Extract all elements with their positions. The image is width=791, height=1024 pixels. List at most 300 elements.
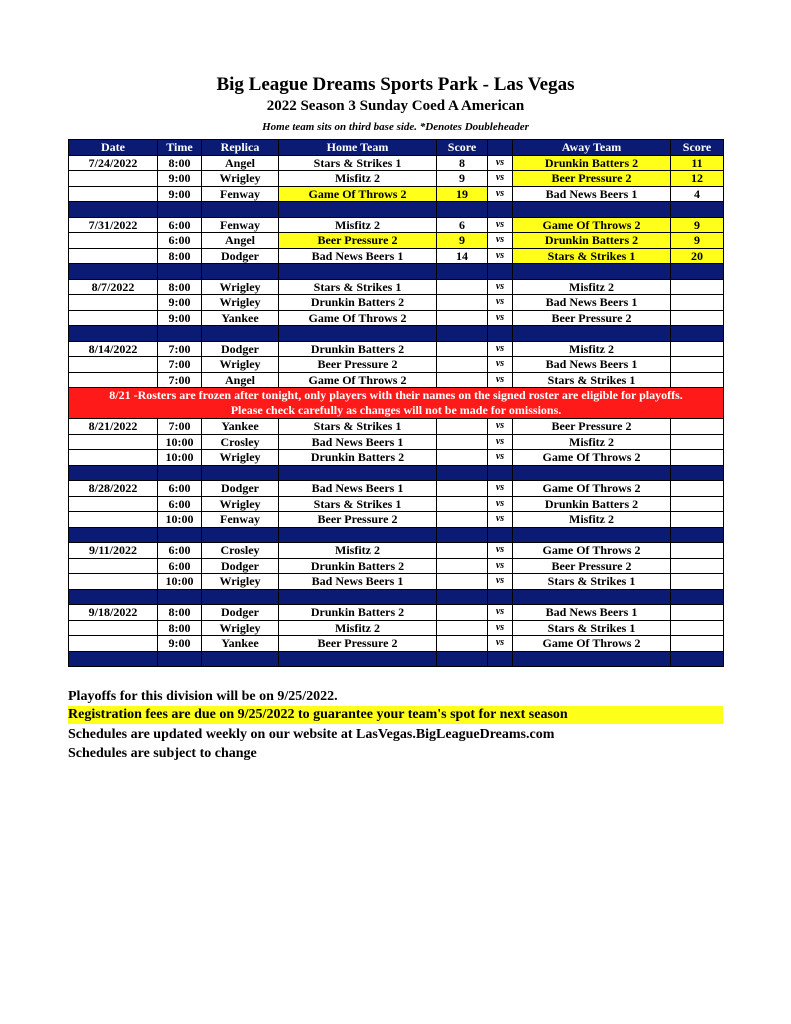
away-score-cell <box>671 295 724 311</box>
replica-cell: Crosley <box>202 543 279 559</box>
separator-cell <box>513 326 671 342</box>
away-score-cell: 4 <box>671 186 724 202</box>
separator-cell <box>279 465 437 481</box>
vs-cell: vs <box>488 450 513 466</box>
away-score-cell <box>671 543 724 559</box>
away-score-cell <box>671 357 724 373</box>
vs-cell: vs <box>488 620 513 636</box>
replica-cell: Dodger <box>202 341 279 357</box>
date-cell: 8/21/2022 <box>69 419 158 435</box>
vs-cell: vs <box>488 636 513 652</box>
separator-cell <box>513 264 671 280</box>
home-score-cell: 9 <box>437 233 488 249</box>
table-row <box>69 574 724 590</box>
separator-cell <box>279 589 437 605</box>
separator-cell <box>488 651 513 667</box>
away-team-cell: Beer Pressure 2 <box>513 171 671 187</box>
separator-cell <box>513 527 671 543</box>
date-cell: 9/18/2022 <box>69 605 158 621</box>
vs-cell: vs <box>488 295 513 311</box>
time-cell: 6:00 <box>158 233 202 249</box>
home-team-cell: Game Of Throws 2 <box>279 372 437 388</box>
roster-notice-line: Please check carefully as changes will not be made for omissions. <box>230 403 562 417</box>
time-cell: 10:00 <box>158 512 202 528</box>
time-cell: 7:00 <box>158 357 202 373</box>
vs-cell: vs <box>488 558 513 574</box>
table-row <box>69 543 724 559</box>
home-team-cell: Stars & Strikes 1 <box>279 155 437 171</box>
table-row <box>69 372 724 388</box>
home-score-cell <box>437 279 488 295</box>
separator-cell <box>202 326 279 342</box>
separator-cell <box>279 527 437 543</box>
table-row <box>69 512 724 528</box>
vs-cell: vs <box>488 341 513 357</box>
vs-cell: vs <box>488 605 513 621</box>
away-team-cell: Beer Pressure 2 <box>513 419 671 435</box>
replica-cell: Wrigley <box>202 171 279 187</box>
separator-cell <box>202 465 279 481</box>
away-score-cell: 9 <box>671 217 724 233</box>
home-team-cell: Bad News Beers 1 <box>279 481 437 497</box>
table-row <box>69 341 724 357</box>
separator-cell <box>671 264 724 280</box>
vs-cell: vs <box>488 512 513 528</box>
roster-notice-row <box>69 388 724 419</box>
home-score-cell <box>437 543 488 559</box>
separator-cell <box>202 527 279 543</box>
separator-cell <box>158 651 202 667</box>
week-separator-row <box>69 264 724 280</box>
date-cell <box>69 496 158 512</box>
table-row <box>69 171 724 187</box>
table-row <box>69 636 724 652</box>
separator-cell <box>671 202 724 218</box>
vs-cell: vs <box>488 233 513 249</box>
date-cell <box>69 171 158 187</box>
vs-cell: vs <box>488 419 513 435</box>
column-header: Time <box>158 140 202 156</box>
home-score-cell: 9 <box>437 171 488 187</box>
separator-cell <box>437 651 488 667</box>
time-cell: 9:00 <box>158 171 202 187</box>
separator-cell <box>202 589 279 605</box>
away-team-cell: Stars & Strikes 1 <box>513 372 671 388</box>
away-score-cell: 12 <box>671 171 724 187</box>
home-score-cell <box>437 496 488 512</box>
separator-cell <box>671 527 724 543</box>
replica-cell: Fenway <box>202 217 279 233</box>
time-cell: 9:00 <box>158 295 202 311</box>
date-cell <box>69 434 158 450</box>
away-team-cell: Bad News Beers 1 <box>513 186 671 202</box>
table-row <box>69 496 724 512</box>
time-cell: 6:00 <box>158 481 202 497</box>
home-team-cell: Drunkin Batters 2 <box>279 295 437 311</box>
time-cell: 6:00 <box>158 558 202 574</box>
replica-cell: Dodger <box>202 248 279 264</box>
time-cell: 7:00 <box>158 341 202 357</box>
home-score-cell <box>437 605 488 621</box>
date-cell <box>69 512 158 528</box>
separator-cell <box>279 264 437 280</box>
home-team-cell: Beer Pressure 2 <box>279 233 437 249</box>
week-separator-row <box>69 589 724 605</box>
away-team-cell: Bad News Beers 1 <box>513 605 671 621</box>
vs-cell: vs <box>488 481 513 497</box>
home-team-cell: Bad News Beers 1 <box>279 434 437 450</box>
date-cell: 8/7/2022 <box>69 279 158 295</box>
table-row <box>69 450 724 466</box>
separator-cell <box>279 202 437 218</box>
time-cell: 9:00 <box>158 310 202 326</box>
home-team-cell: Game Of Throws 2 <box>279 186 437 202</box>
separator-cell <box>671 326 724 342</box>
table-row <box>69 233 724 249</box>
home-team-cell: Stars & Strikes 1 <box>279 496 437 512</box>
vs-cell: vs <box>488 186 513 202</box>
time-cell: 8:00 <box>158 155 202 171</box>
vs-cell: vs <box>488 574 513 590</box>
column-header: Replica <box>202 140 279 156</box>
away-team-cell: Misfitz 2 <box>513 434 671 450</box>
away-team-cell: Stars & Strikes 1 <box>513 574 671 590</box>
separator-cell <box>513 202 671 218</box>
away-score-cell: 20 <box>671 248 724 264</box>
separator-cell <box>437 589 488 605</box>
home-team-cell: Misfitz 2 <box>279 217 437 233</box>
separator-cell <box>513 651 671 667</box>
home-team-cell: Drunkin Batters 2 <box>279 341 437 357</box>
registration-note: Registration fees are due on 9/25/2022 to guarantee your team's spot for next season <box>68 706 723 724</box>
schedule-note: Home team sits on third base side. *Denotes Doubleheader <box>262 121 529 133</box>
table-row <box>69 217 724 233</box>
separator-cell <box>69 264 158 280</box>
column-header: Score <box>671 140 724 156</box>
date-cell <box>69 372 158 388</box>
away-score-cell <box>671 341 724 357</box>
home-team-cell: Beer Pressure 2 <box>279 357 437 373</box>
column-header: Home Team <box>279 140 437 156</box>
time-cell: 7:00 <box>158 372 202 388</box>
date-cell <box>69 620 158 636</box>
time-cell: 8:00 <box>158 620 202 636</box>
separator-cell <box>488 326 513 342</box>
vs-cell: vs <box>488 434 513 450</box>
home-team-cell: Beer Pressure 2 <box>279 636 437 652</box>
roster-notice-line: 8/21 -Rosters are frozen after tonight, only players with their names on the signed roster are eligible for playoffs. <box>109 388 683 402</box>
date-cell: 7/31/2022 <box>69 217 158 233</box>
vs-cell: vs <box>488 217 513 233</box>
separator-cell <box>488 264 513 280</box>
home-team-cell: Misfitz 2 <box>279 620 437 636</box>
home-team-cell: Drunkin Batters 2 <box>279 450 437 466</box>
home-score-cell <box>437 450 488 466</box>
date-cell <box>69 636 158 652</box>
replica-cell: Wrigley <box>202 574 279 590</box>
separator-cell <box>158 527 202 543</box>
replica-cell: Wrigley <box>202 496 279 512</box>
replica-cell: Wrigley <box>202 279 279 295</box>
table-row <box>69 357 724 373</box>
time-cell: 8:00 <box>158 279 202 295</box>
home-team-cell: Misfitz 2 <box>279 543 437 559</box>
away-score-cell <box>671 574 724 590</box>
separator-cell <box>513 589 671 605</box>
replica-cell: Dodger <box>202 558 279 574</box>
home-score-cell: 6 <box>437 217 488 233</box>
table-row <box>69 434 724 450</box>
home-score-cell <box>437 357 488 373</box>
away-team-cell: Bad News Beers 1 <box>513 295 671 311</box>
away-team-cell: Game Of Throws 2 <box>513 450 671 466</box>
week-separator-row <box>69 326 724 342</box>
separator-cell <box>202 264 279 280</box>
away-team-cell: Game Of Throws 2 <box>513 636 671 652</box>
replica-cell: Wrigley <box>202 620 279 636</box>
week-separator-row <box>69 465 724 481</box>
away-score-cell <box>671 636 724 652</box>
away-team-cell: Game Of Throws 2 <box>513 217 671 233</box>
separator-cell <box>488 202 513 218</box>
replica-cell: Yankee <box>202 636 279 652</box>
time-cell: 10:00 <box>158 450 202 466</box>
replica-cell: Fenway <box>202 512 279 528</box>
home-score-cell <box>437 434 488 450</box>
home-score-cell <box>437 512 488 528</box>
time-cell: 9:00 <box>158 186 202 202</box>
home-score-cell <box>437 481 488 497</box>
separator-cell <box>437 202 488 218</box>
home-team-cell: Stars & Strikes 1 <box>279 419 437 435</box>
away-score-cell <box>671 434 724 450</box>
replica-cell: Wrigley <box>202 357 279 373</box>
home-score-cell <box>437 310 488 326</box>
table-row <box>69 558 724 574</box>
separator-cell <box>671 651 724 667</box>
replica-cell: Angel <box>202 155 279 171</box>
column-header: Date <box>69 140 158 156</box>
date-cell <box>69 248 158 264</box>
away-score-cell: 11 <box>671 155 724 171</box>
away-team-cell: Misfitz 2 <box>513 341 671 357</box>
away-team-cell: Drunkin Batters 2 <box>513 233 671 249</box>
website-note: Schedules are updated weekly on our website at LasVegas.BigLeagueDreams.com <box>68 727 555 742</box>
vs-cell: vs <box>488 372 513 388</box>
separator-cell <box>69 326 158 342</box>
separator-cell <box>69 589 158 605</box>
separator-cell <box>437 326 488 342</box>
vs-cell: vs <box>488 279 513 295</box>
away-team-cell: Misfitz 2 <box>513 512 671 528</box>
away-score-cell <box>671 605 724 621</box>
home-team-cell: Drunkin Batters 2 <box>279 605 437 621</box>
away-score-cell <box>671 620 724 636</box>
separator-cell <box>202 202 279 218</box>
date-cell <box>69 310 158 326</box>
vs-cell: vs <box>488 310 513 326</box>
separator-cell <box>488 527 513 543</box>
away-team-cell: Drunkin Batters 2 <box>513 155 671 171</box>
away-score-cell <box>671 512 724 528</box>
table-row <box>69 186 724 202</box>
vs-cell: vs <box>488 171 513 187</box>
home-team-cell: Stars & Strikes 1 <box>279 279 437 295</box>
week-separator-row <box>69 651 724 667</box>
vs-cell: vs <box>488 248 513 264</box>
home-team-cell: Bad News Beers 1 <box>279 574 437 590</box>
week-separator-row <box>69 527 724 543</box>
table-row <box>69 248 724 264</box>
away-team-cell: Misfitz 2 <box>513 279 671 295</box>
vs-cell: vs <box>488 357 513 373</box>
separator-cell <box>437 264 488 280</box>
date-cell <box>69 558 158 574</box>
away-score-cell <box>671 558 724 574</box>
separator-cell <box>488 465 513 481</box>
replica-cell: Dodger <box>202 481 279 497</box>
replica-cell: Dodger <box>202 605 279 621</box>
separator-cell <box>437 465 488 481</box>
away-score-cell <box>671 279 724 295</box>
separator-cell <box>488 589 513 605</box>
separator-cell <box>513 465 671 481</box>
table-row <box>69 481 724 497</box>
home-team-cell: Drunkin Batters 2 <box>279 558 437 574</box>
separator-cell <box>69 465 158 481</box>
home-score-cell <box>437 636 488 652</box>
column-header: Away Team <box>513 140 671 156</box>
separator-cell <box>158 589 202 605</box>
time-cell: 6:00 <box>158 496 202 512</box>
date-cell <box>69 357 158 373</box>
home-team-cell: Bad News Beers 1 <box>279 248 437 264</box>
home-score-cell <box>437 295 488 311</box>
home-team-cell: Misfitz 2 <box>279 171 437 187</box>
table-row <box>69 419 724 435</box>
replica-cell: Angel <box>202 233 279 249</box>
date-cell <box>69 233 158 249</box>
date-cell: 7/24/2022 <box>69 155 158 171</box>
table-row <box>69 620 724 636</box>
replica-cell: Crosley <box>202 434 279 450</box>
home-score-cell: 14 <box>437 248 488 264</box>
separator-cell <box>279 326 437 342</box>
schedule-table <box>68 139 724 667</box>
away-team-cell: Game Of Throws 2 <box>513 543 671 559</box>
home-score-cell <box>437 419 488 435</box>
away-team-cell: Beer Pressure 2 <box>513 310 671 326</box>
time-cell: 10:00 <box>158 574 202 590</box>
replica-cell: Angel <box>202 372 279 388</box>
time-cell: 6:00 <box>158 217 202 233</box>
date-cell: 8/28/2022 <box>69 481 158 497</box>
date-cell <box>69 450 158 466</box>
replica-cell: Yankee <box>202 419 279 435</box>
time-cell: 8:00 <box>158 248 202 264</box>
change-note: Schedules are subject to change <box>68 746 257 761</box>
table-row <box>69 605 724 621</box>
table-row <box>69 155 724 171</box>
away-score-cell <box>671 496 724 512</box>
away-team-cell: Beer Pressure 2 <box>513 558 671 574</box>
date-cell <box>69 186 158 202</box>
time-cell: 8:00 <box>158 605 202 621</box>
home-score-cell <box>437 558 488 574</box>
vs-cell: vs <box>488 543 513 559</box>
time-cell: 10:00 <box>158 434 202 450</box>
date-cell <box>69 574 158 590</box>
table-row <box>69 310 724 326</box>
away-score-cell <box>671 450 724 466</box>
time-cell: 6:00 <box>158 543 202 559</box>
separator-cell <box>158 465 202 481</box>
time-cell: 7:00 <box>158 419 202 435</box>
vs-cell: vs <box>488 496 513 512</box>
schedule-body <box>69 140 724 667</box>
home-team-cell: Beer Pressure 2 <box>279 512 437 528</box>
replica-cell: Wrigley <box>202 295 279 311</box>
away-team-cell: Stars & Strikes 1 <box>513 248 671 264</box>
replica-cell: Wrigley <box>202 450 279 466</box>
home-score-cell: 8 <box>437 155 488 171</box>
away-team-cell: Stars & Strikes 1 <box>513 620 671 636</box>
separator-cell <box>671 589 724 605</box>
page-subtitle: 2022 Season 3 Sunday Coed A American <box>266 98 525 114</box>
away-score-cell <box>671 419 724 435</box>
replica-cell: Yankee <box>202 310 279 326</box>
column-header: Score <box>437 140 488 156</box>
playoffs-note: Playoffs for this division will be on 9/25/2022. <box>68 689 338 704</box>
home-team-cell: Game Of Throws 2 <box>279 310 437 326</box>
away-team-cell: Bad News Beers 1 <box>513 357 671 373</box>
away-score-cell <box>671 372 724 388</box>
date-cell: 9/11/2022 <box>69 543 158 559</box>
away-team-cell: Game Of Throws 2 <box>513 481 671 497</box>
replica-cell: Fenway <box>202 186 279 202</box>
date-cell: 8/14/2022 <box>69 341 158 357</box>
table-row <box>69 279 724 295</box>
separator-cell <box>69 527 158 543</box>
home-score-cell: 19 <box>437 186 488 202</box>
vs-cell: vs <box>488 155 513 171</box>
week-separator-row <box>69 202 724 218</box>
home-score-cell <box>437 620 488 636</box>
separator-cell <box>158 326 202 342</box>
separator-cell <box>69 202 158 218</box>
separator-cell <box>671 465 724 481</box>
separator-cell <box>279 651 437 667</box>
home-score-cell <box>437 574 488 590</box>
time-cell: 9:00 <box>158 636 202 652</box>
away-score-cell: 9 <box>671 233 724 249</box>
separator-cell <box>158 264 202 280</box>
separator-cell <box>202 651 279 667</box>
away-score-cell <box>671 310 724 326</box>
table-header-row <box>69 140 724 156</box>
table-row <box>69 295 724 311</box>
separator-cell <box>158 202 202 218</box>
away-team-cell: Drunkin Batters 2 <box>513 496 671 512</box>
away-score-cell <box>671 481 724 497</box>
column-header <box>488 140 513 156</box>
date-cell <box>69 295 158 311</box>
roster-notice <box>69 388 724 419</box>
home-score-cell <box>437 372 488 388</box>
page-title: Big League Dreams Sports Park - Las Vegas <box>216 74 575 95</box>
separator-cell <box>69 651 158 667</box>
separator-cell <box>437 527 488 543</box>
